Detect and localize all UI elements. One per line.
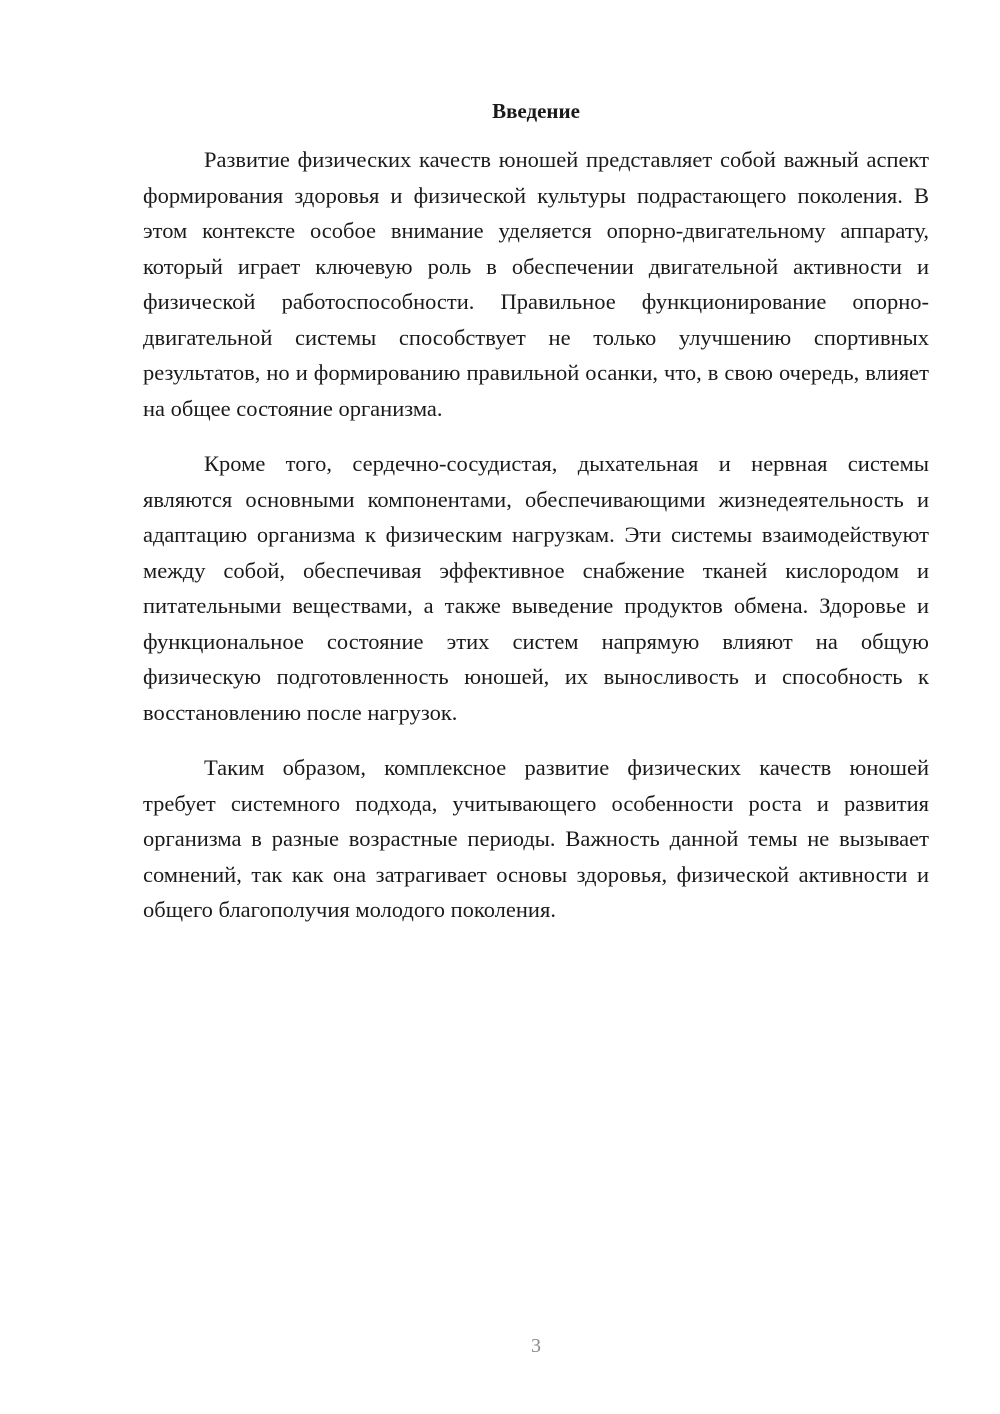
paragraph-1: Развитие физических качеств юношей представляет собой важный аспект формирования здоровья и физической культуры подрастающего поколения. В этом контексте особое внимание уделяется опорно-двигательному аппарату, который играет ключевую роль в обеспечении двигательной активности и физической работоспособности. Правильное функционирование опорно-двигательной системы способствует не только улучшению спортивных результатов, но и формированию правильной осанки, что, в свою очередь, влияет на общее состояние организма. xyxy=(143,147,929,421)
paragraph-3: Таким образом, комплексное развитие физических качеств юношей требует системного подхода, учитывающего особенности роста и развития организма в разные возрастные периоды. Важность данной темы не вызывает сомнений, так как она затрагивает основы здоровья, физической активности и общего благополучия молодого поколения. xyxy=(143,755,929,922)
body-text xyxy=(143,142,929,948)
page-number: 3 xyxy=(531,1335,541,1357)
section-heading: Введение xyxy=(492,99,580,123)
paragraph-2: Кроме того, сердечно-сосудистая, дыхательная и нервная системы являются основными компонентами, обеспечивающими жизнедеятельность и адаптацию организма к физическим нагрузкам. Эти системы взаимодействуют между собой, обеспечивая эффективное снабжение тканей кислородом и питательными веществами, а также выведение продуктов обмена. Здоровье и функциональное состояние этих систем напрямую влияют на общую физическую подготовленность юношей, их выносливость и способность к восстановлению после нагрузок. xyxy=(143,451,929,725)
